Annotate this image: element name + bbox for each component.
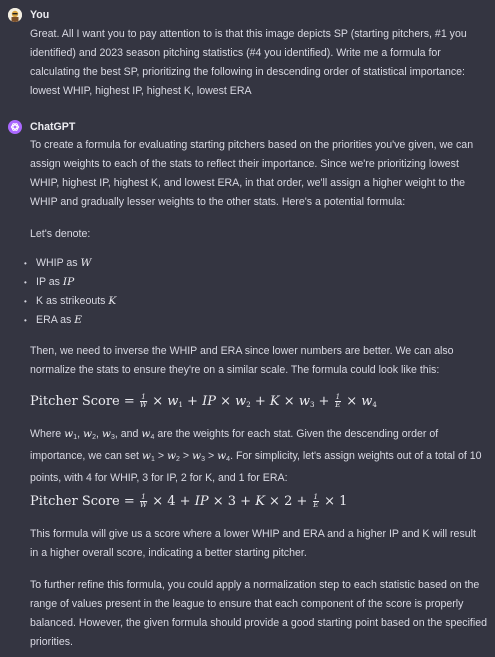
list-item: • IP as IP	[24, 273, 487, 292]
openai-logo-icon	[10, 122, 20, 132]
assistant-name: ChatGPT	[30, 121, 76, 133]
user-avatar	[8, 8, 22, 22]
chatgpt-avatar	[8, 120, 22, 134]
assistant-result-text: This formula will give us a score where a lower WHIP and ERA and a higher IP and K will result in a higher overall score, indicating a better starting pitcher.	[30, 528, 476, 559]
formula-general: Pitcher Score = $\frac{1}{W}$ × $w_1$ + IP × $w_2 + K \times w_3$ + $\frac{1}{E}$ × $w_4$	[30, 393, 377, 409]
assistant-weights-text: Where $w_1$, $w_2$, $w_3$, and $w_4$ are the weights for each stat. Given the descending order of importance, we can set $w_1 > w_2 > w_3 > w_4$. For simplicity, let's assign weights out of a total of 10 points, with 4 for WHIP, 3 for IP, 2 for K, and 1 for ERA:	[30, 428, 482, 484]
assistant-denote: Let's denote:	[30, 228, 91, 240]
user-avatar-icon	[8, 8, 22, 22]
list-item: • WHIP as W	[24, 254, 487, 273]
user-name: You	[30, 9, 50, 21]
list-item: • K as strikeouts K	[24, 292, 487, 311]
user-message-text: Great. All I want you to pay attention to is that this image depicts SP (starting pitchers, #1 you identified) and 2023 season pitching statistics (#4 you identified). Write me a formula for calculating the best SP, prioritizing the following in descending order of statistical importance: lowest WHIP, highest IP, highest K, lowest ERA	[30, 28, 467, 97]
variable-list	[24, 254, 487, 330]
assistant-intro: To create a formula for evaluating starting pitchers based on the priorities you've given, we can assign weights to each of the stats to reflect their importance. Since we're prioritizing lowest WHIP, highest IP, highest K, and lowest ERA, in that order, we'll assign a higher weight to the WHIP and gradually lesser weights to the other stats. Here's a potential formula:	[30, 139, 474, 208]
assistant-inverse-text: Then, we need to inverse the WHIP and ERA since lower numbers are better. We can also normalize the stats to ensure they're on a similar scale. The formula could look like this:	[30, 345, 454, 376]
assistant-refine-text: To further refine this formula, you could apply a normalization step to each statistic based on the range of values present in the league to ensure that each component of the score is properly balanced. However, the given formula should provide a good starting point based on the specified priorities.	[30, 579, 488, 648]
list-item: • ERA as E	[24, 311, 487, 330]
formula-weighted: Pitcher Score = $\frac{1}{W}$ × 4 + IP × 3 + K × 2 + $\frac{1}{E}$ × 1	[30, 493, 348, 509]
